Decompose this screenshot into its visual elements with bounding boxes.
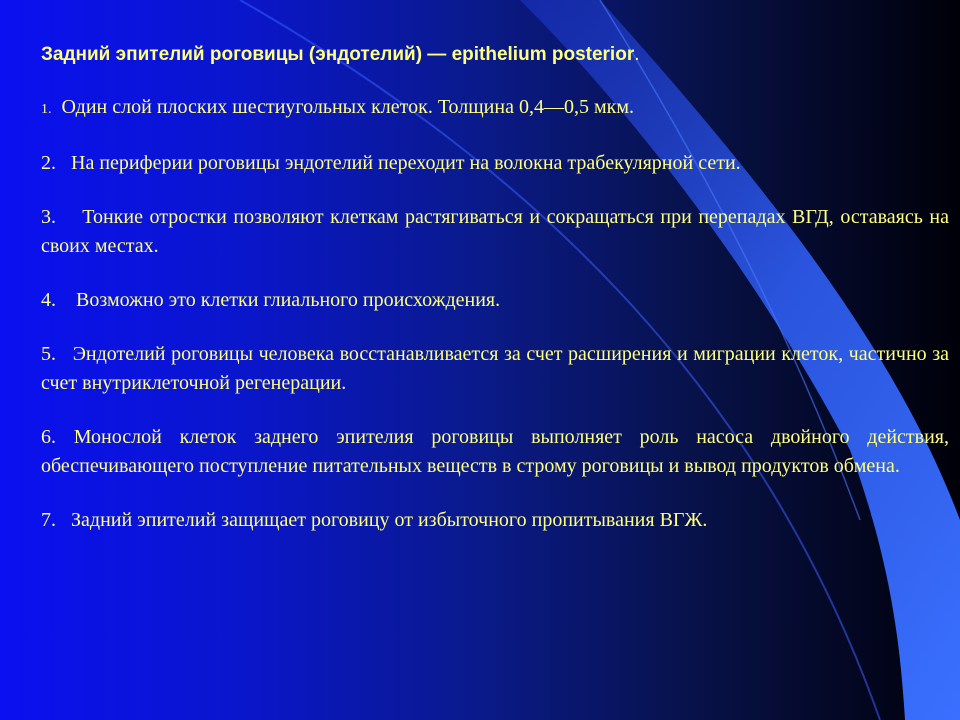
slide-title: [41, 40, 949, 69]
list-item: [41, 506, 949, 535]
list-item: [41, 203, 949, 261]
list-item-number: 1.: [41, 102, 52, 117]
list-item-number: 2.: [41, 152, 56, 174]
list-item: [41, 149, 949, 178]
list-item-text: Монослой клеток заднего эпителия роговицы выполняет роль насоса двойного действия, обеспечивающего поступление питательных веществ в строму роговицы и вывод продуктов обмена.: [41, 426, 950, 477]
list-item-text: Задний эпителий защищает роговицу от избыточного пропитывания ВГЖ.: [71, 509, 708, 531]
list-item-number: 7.: [41, 509, 56, 531]
list-item-text: На периферии роговицы эндотелий переходит на волокна трабекулярной сети.: [71, 152, 741, 174]
list-item-number: 3.: [41, 206, 56, 228]
list-item-text: Один слой плоских шестиугольных клеток. Толщина 0,4—0,5 мкм.: [61, 96, 634, 118]
list-item: [41, 93, 949, 124]
list-item: [41, 423, 949, 481]
list-item-text: Эндотелий роговицы человека восстанавливается за счет расширения и миграции клеток, частично за счет внутриклеточной регенерации.: [41, 343, 950, 394]
slide-title-period: .: [634, 44, 640, 65]
list-item-text: Возможно это клетки глиального происхождения.: [76, 289, 501, 311]
list-item-number: 5.: [41, 343, 56, 365]
list-item: [41, 340, 949, 398]
slide-content: [41, 40, 949, 560]
list-item-number: 6.: [41, 426, 56, 448]
slide-title-text: Задний эпителий роговицы (эндотелий) — epithelium posterior: [41, 44, 635, 65]
list-item-number: 4.: [41, 289, 56, 311]
list-item: [41, 286, 949, 315]
list-item-text: Тонкие отростки позволяют клеткам растягиваться и сокращаться при перепадах ВГД, оставаясь на своих местах.: [41, 206, 949, 257]
